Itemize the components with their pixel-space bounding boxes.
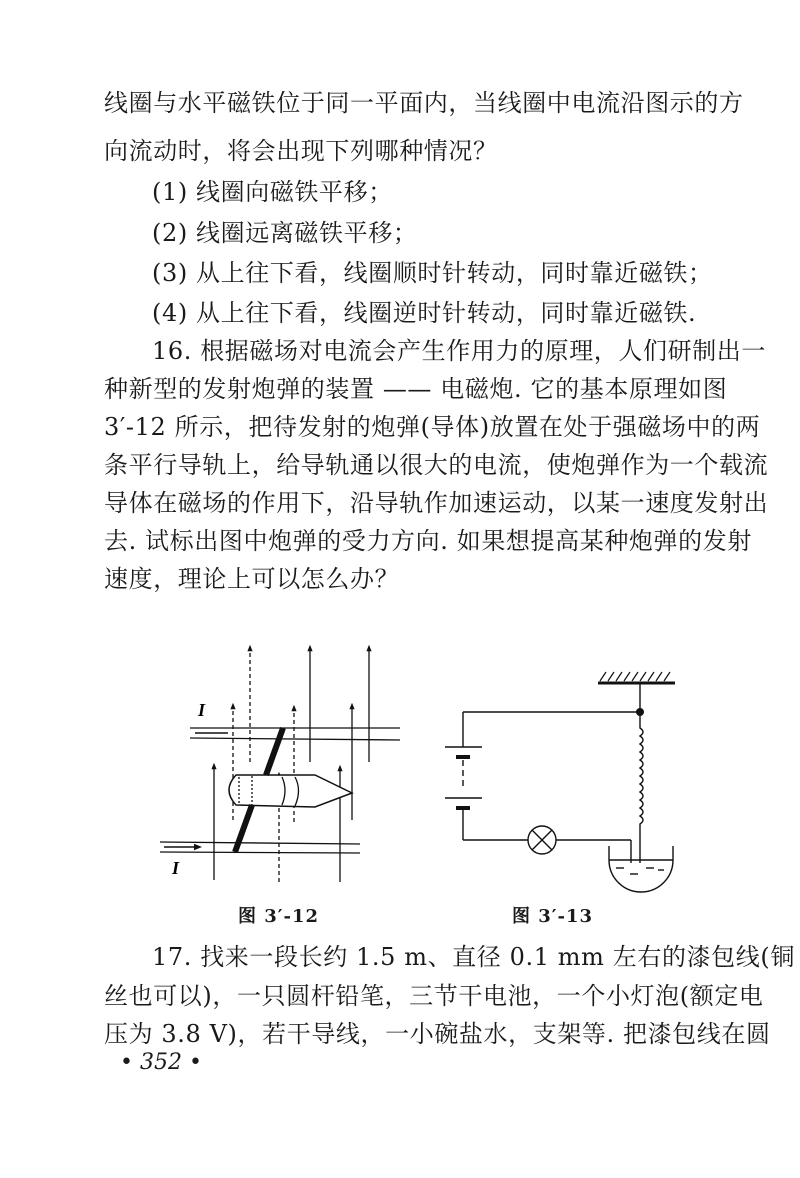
problem15-option-2: (2) 线圈远离磁铁平移； <box>152 219 418 247</box>
bottom-rail <box>160 852 360 853</box>
armature-bar <box>266 728 283 775</box>
bottom-rail <box>160 842 360 844</box>
problem16-line-1: 16. 根据磁场对电流会产生作用力的原理，人们研制出一 <box>152 337 766 365</box>
current-label-bottom: I <box>172 858 180 878</box>
figure-railgun-diagram <box>140 630 400 890</box>
figure-spring-circuit-diagram <box>420 660 700 900</box>
problem15-line-2: 向流动时，将会出现下列哪种情况？ <box>104 137 498 165</box>
problem17-line-2: 丝也可以)，一只圆杆铅笔，三节干电池，一个小灯泡(额定电 <box>104 982 764 1010</box>
spring-coil <box>640 715 643 863</box>
projectile <box>229 775 352 807</box>
problem16-line-2: 种新型的发射炮弹的装置 —— 电磁炮. 它的基本原理如图 <box>104 375 728 403</box>
problem17-line-3: 压为 3.8 V)，若干导线，一小碗盐水，支架等. 把漆包线在圆 <box>104 1020 771 1048</box>
problem15-line-1: 线圈与水平磁铁位于同一平面内，当线圈中电流沿图示的方 <box>104 89 744 117</box>
figure-12-caption: 图 3′-12 <box>238 906 320 927</box>
problem15-option-1: (1) 线圈向磁铁平移； <box>152 178 393 206</box>
armature-bar <box>235 805 252 852</box>
problem16-line-7: 速度，理论上可以怎么办？ <box>104 565 400 593</box>
problem17-line-1: 17. 找来一段长约 1.5 m、直径 0.1 mm 左右的漆包线(铜 <box>152 943 795 971</box>
problem15-option-4: (4) 从上往下看，线圈逆时针转动，同时靠近磁铁. <box>152 299 697 327</box>
salt-water-bowl <box>609 846 673 892</box>
problem15-option-3: (3) 从上往下看，线圈顺时针转动，同时靠近磁铁； <box>152 259 713 287</box>
current-label-top: I <box>198 700 206 720</box>
figure-13-caption: 图 3′-13 <box>512 906 594 927</box>
problem16-line-3: 3′-12 所示，把待发射的炮弹(导体)放置在处于强磁场中的两 <box>104 413 761 441</box>
page-number: • 352 • <box>120 1050 202 1075</box>
problem16-line-4: 条平行导轨上，给导轨通以很大的电流，使炮弹作为一个载流 <box>104 451 769 479</box>
problem16-line-6: 去. 试标出图中炮弹的受力方向. 如果想提高某种炮弹的发射 <box>104 527 752 555</box>
problem16-line-5: 导体在磁场的作用下，沿导轨作加速运动，以某一速度发射出 <box>104 489 769 517</box>
